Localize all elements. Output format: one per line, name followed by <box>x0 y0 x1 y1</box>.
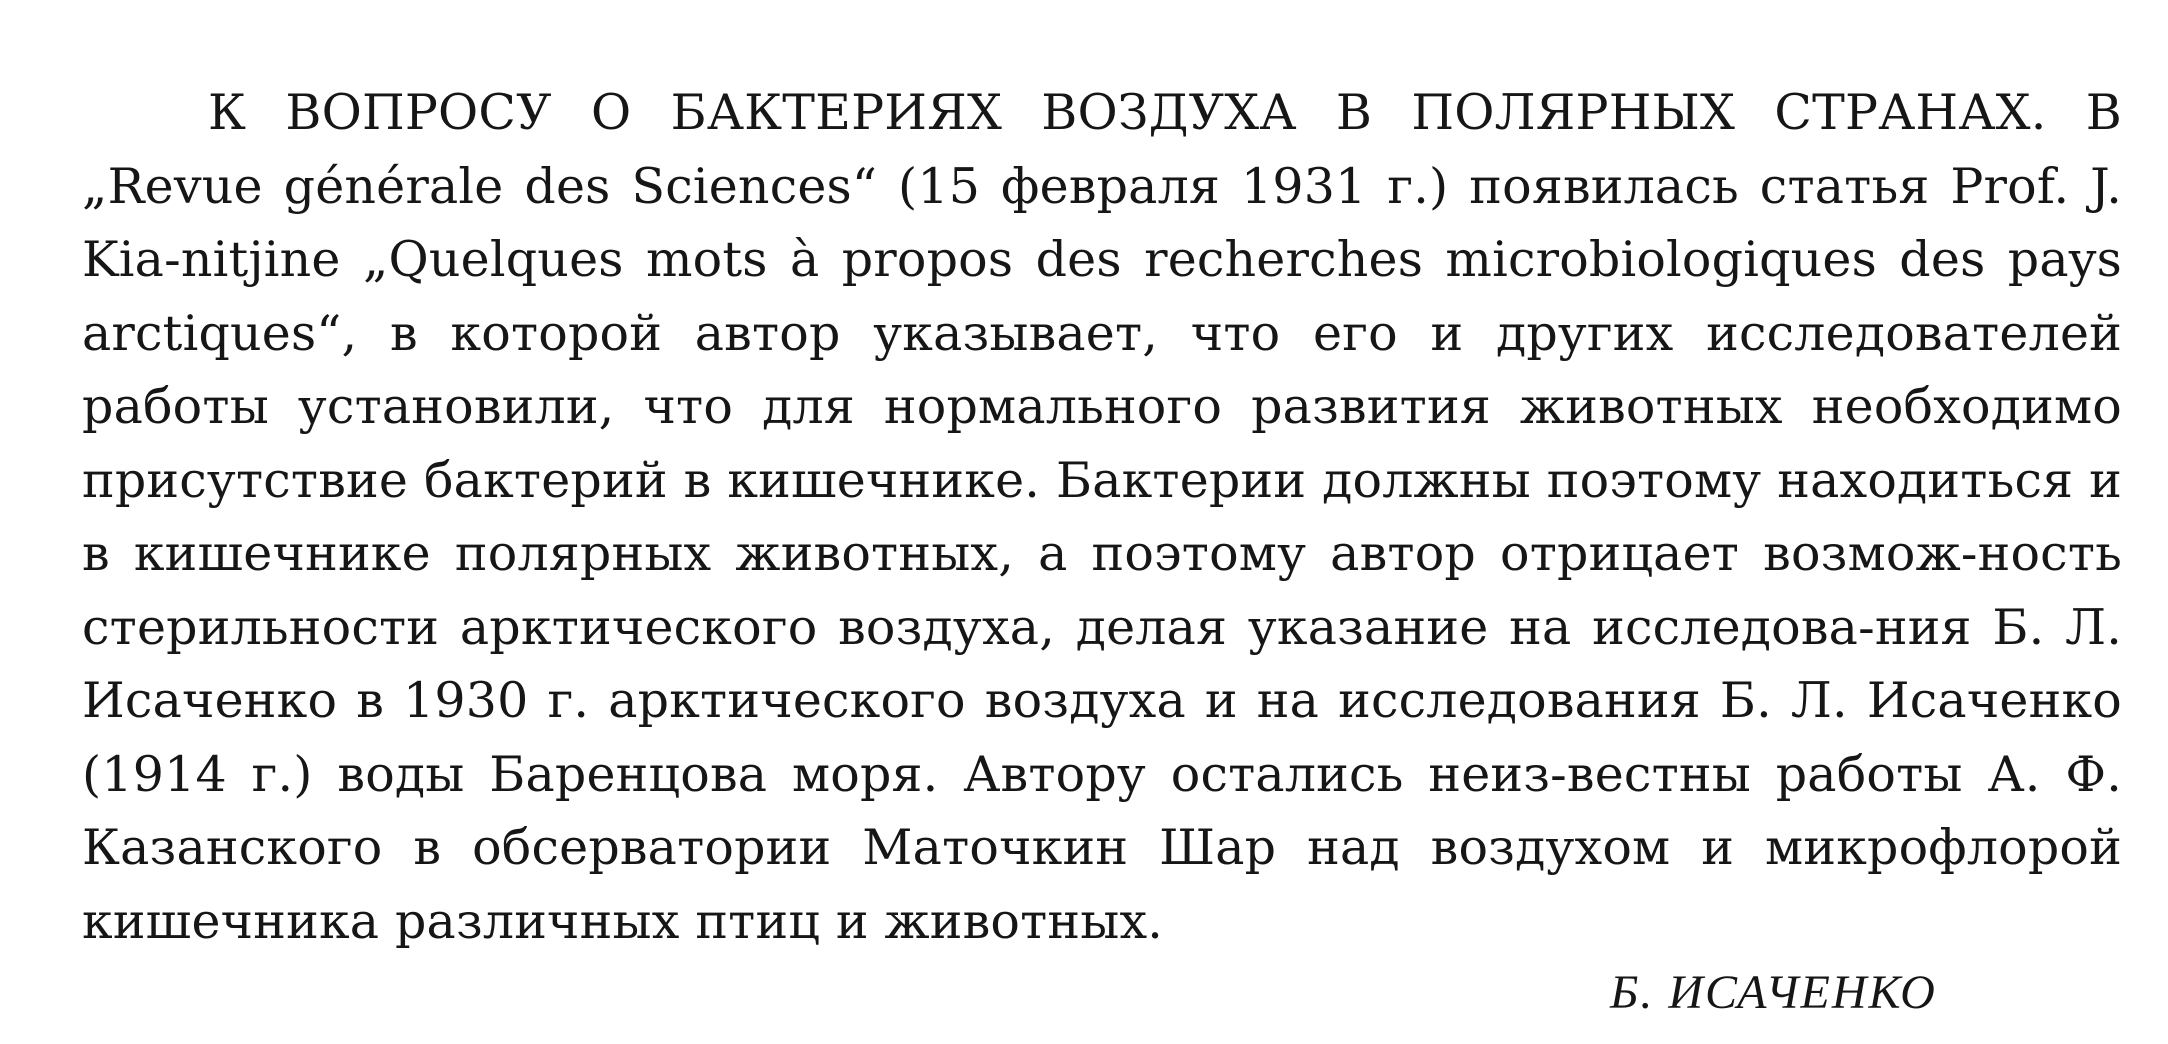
article-body: К ВОПРОСУ О БАКТЕРИЯХ ВОЗДУХА В ПОЛЯРНЫХ СТРАНАХ. В „Revue générale des Sciences“ (15 февраля 1931 г.) появилась статья Prof. J. Kia-nitjine „Quelques mots à propos des recherches microbiologiques des pays arctiques“, в которой автор указывает, что его и других исследователей работы установили, что для нормального развития животных необходимо присутствие бактерий в кишечнике. Бактерии должны поэтому находиться и в кишечнике полярных животных, а поэтому автор отрицает возмож-ность стерильности арктического воздуха, делая указание на исследова-ния Б. Л. Исаченко в 1930 г. арктического воздуха и на исследования Б. Л. Исаченко (1914 г.) воды Баренцова моря. Автору остались неиз-вестны работы А. Ф. Казанского в обсерватории Маточкин Шар над воздухом и микрофлорой кишечника различных птиц и животных. <box>82 84 2122 950</box>
author-signature: Б. ИСАЧЕНКО <box>1610 966 1937 1019</box>
